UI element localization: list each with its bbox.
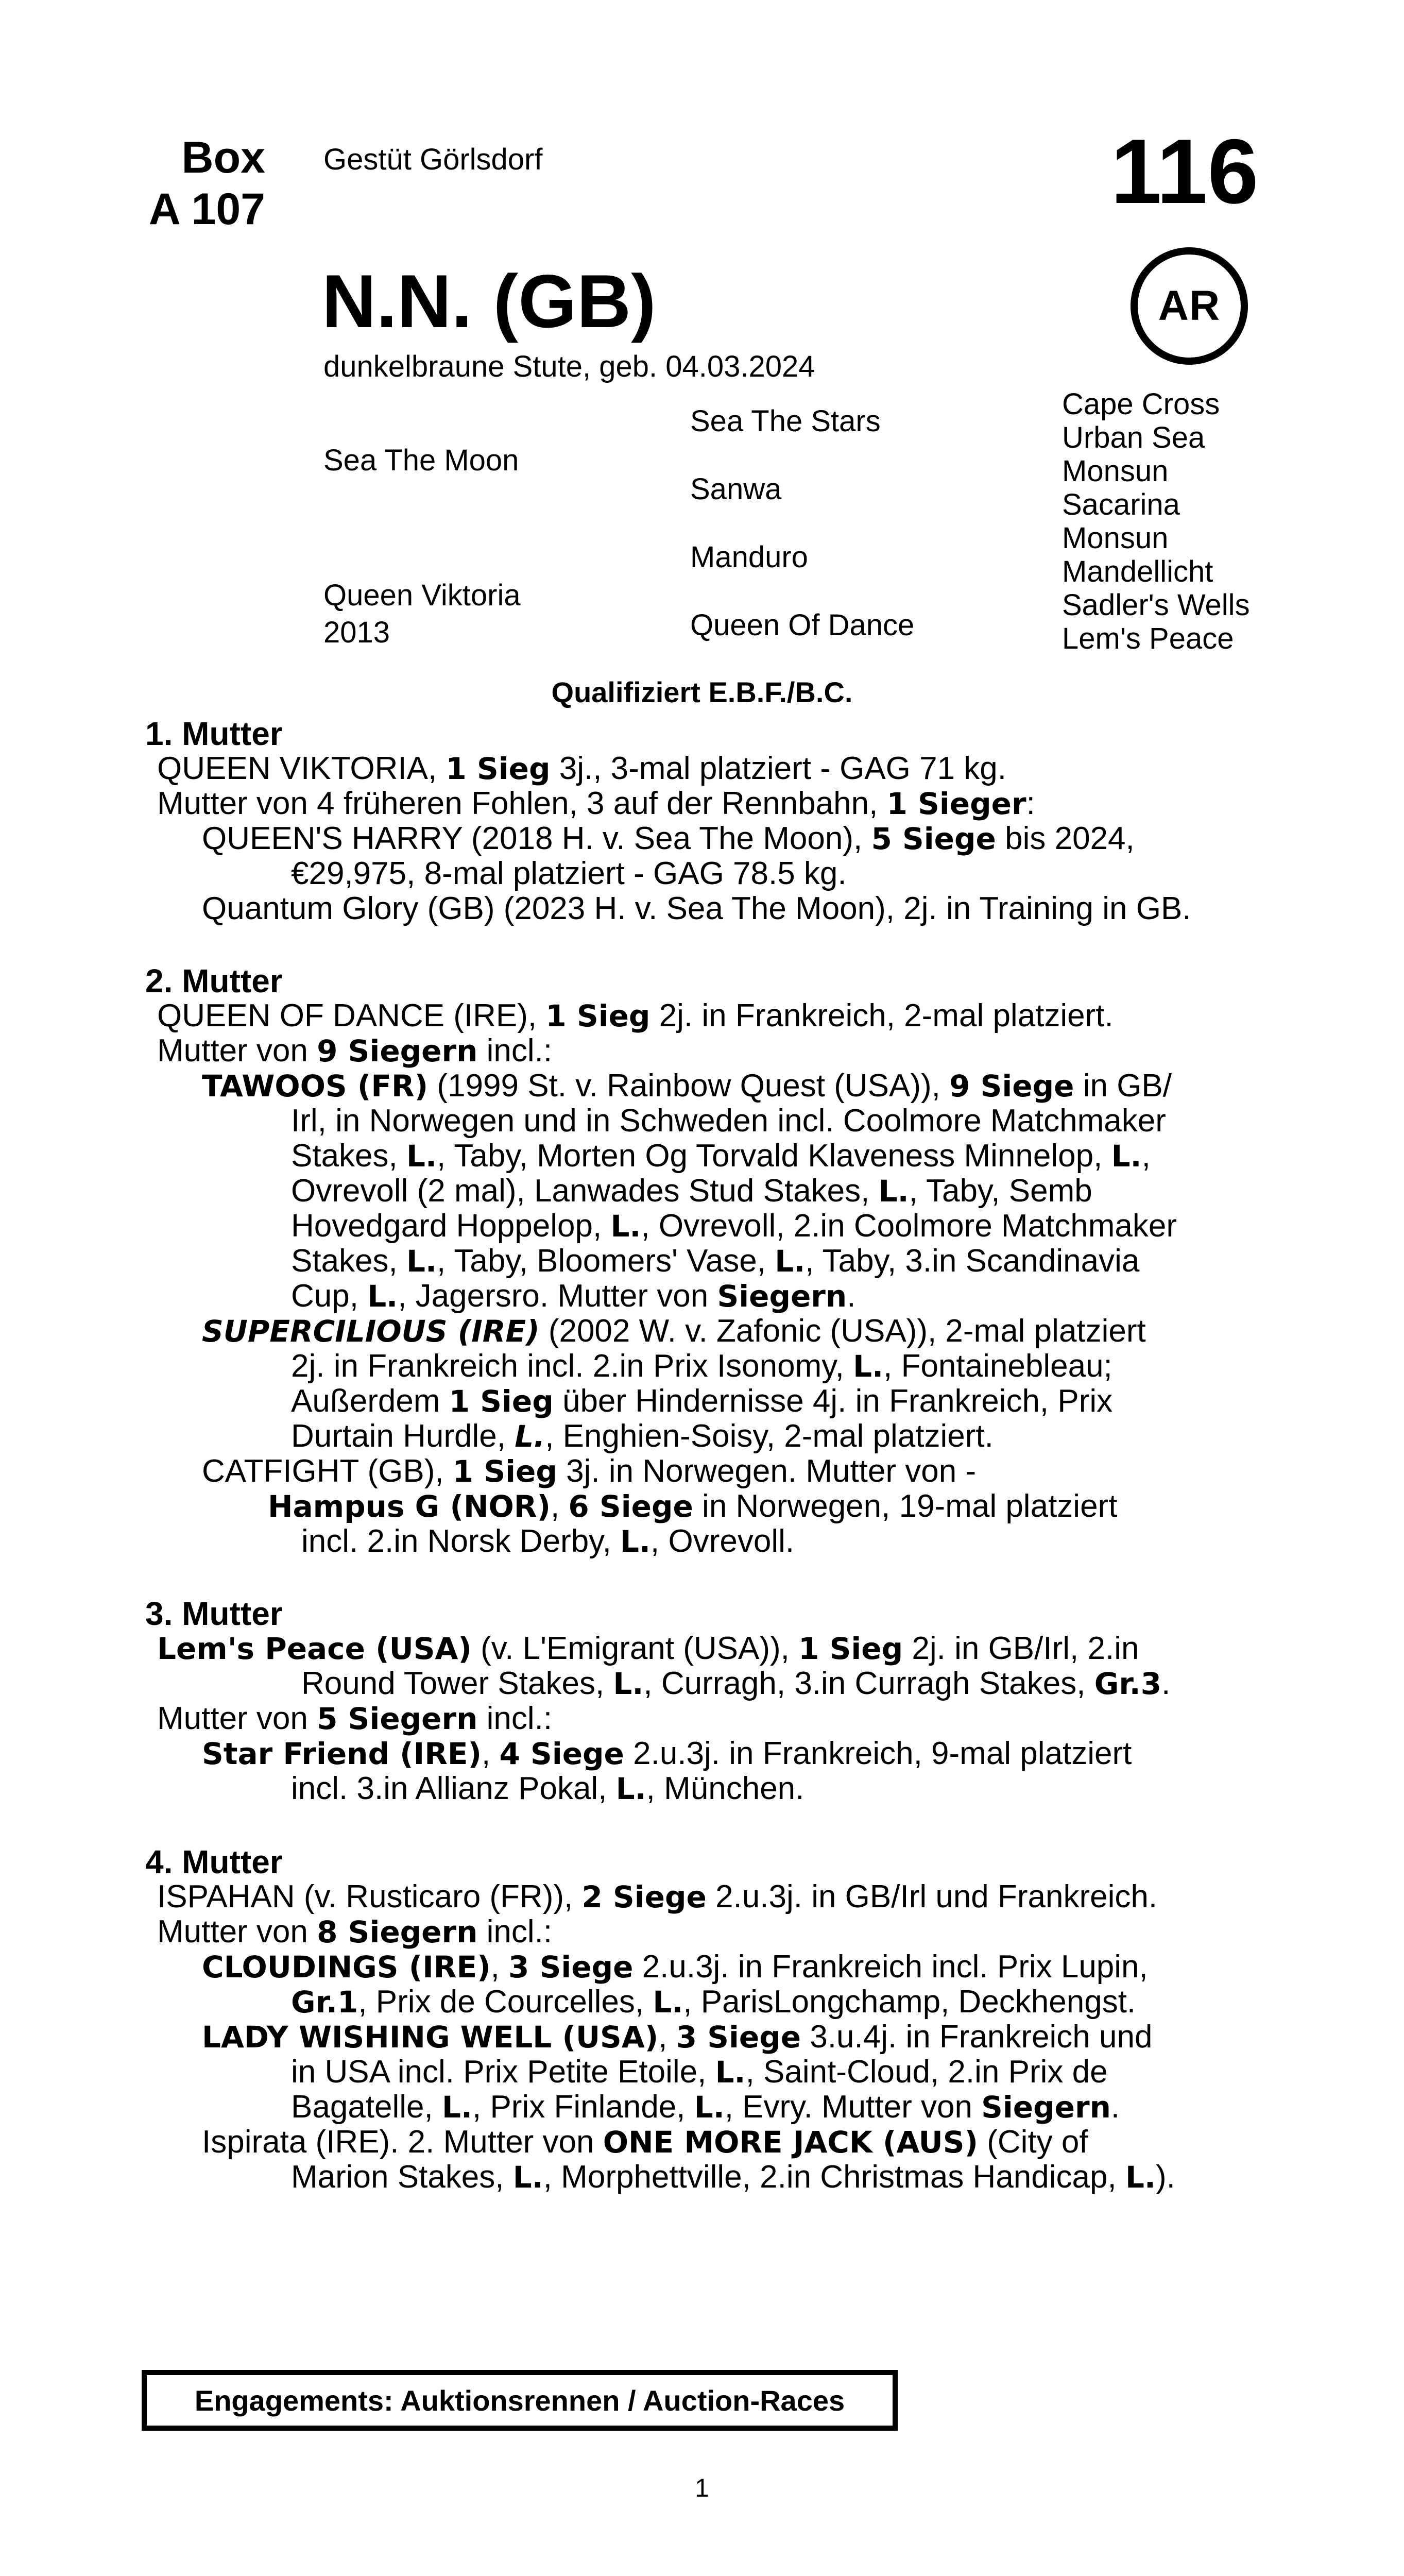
pedigree-sire-sire: Sea The Stars: [690, 404, 881, 438]
grandproduce-entry-continued: incl. 2.in Norsk Derby, L., Ovrevoll.: [301, 1523, 795, 1559]
badge-label: AR: [1158, 282, 1221, 329]
produce-entry: Star Friend (IRE), 4 Siege 2.u.3j. in Frankreich, 9-mal platziert: [202, 1736, 1132, 1771]
produce-entry-continued: Außerdem 1 Sieg über Hindernisse 4j. in Frankreich, Prix: [291, 1383, 1113, 1419]
section-heading: 2. Mutter: [145, 962, 283, 999]
produce-entry-continued: Ovrevoll (2 mal), Lanwades Stud Stakes, L., Taby, Semb: [291, 1173, 1092, 1209]
dam-produce-summary: Mutter von 5 Siegern incl.:: [157, 1701, 553, 1736]
pedigree-dam: Queen Viktoria: [323, 579, 521, 612]
produce-entry-continued: Stakes, L., Taby, Bloomers' Vase, L., Taby, 3.in Scandinavia: [291, 1243, 1140, 1279]
produce-entry: Quantum Glory (GB) (2023 H. v. Sea The Moon), 2j. in Training in GB.: [202, 891, 1191, 926]
pedigree-ggp-1: Cape Cross: [1062, 387, 1220, 421]
produce-entry: SUPERCILIOUS (IRE) (2002 W. v. Zafonic (USA)), 2-mal platziert: [202, 1313, 1146, 1349]
produce-entry-continued: 2j. in Frankreich incl. 2.in Prix Isonomy, L., Fontainebleau;: [291, 1348, 1112, 1384]
produce-entry: CATFIGHT (GB), 1 Sieg 3j. in Norwegen. Mutter von -: [202, 1453, 977, 1489]
dam-produce-summary: Mutter von 8 Siegern incl.:: [157, 1914, 553, 1950]
dam-record-continued: Round Tower Stakes, L., Curragh, 3.in Curragh Stakes, Gr.3.: [301, 1666, 1171, 1701]
dam-record: Lem's Peace (USA) (v. L'Emigrant (USA)), 1 Sieg 2j. in GB/Irl, 2.in: [157, 1631, 1139, 1666]
auction-race-badge-icon: [1131, 247, 1248, 365]
produce-entry-continued: incl. 3.in Allianz Pokal, L., München.: [291, 1771, 804, 1806]
produce-entry-continued: Irl, in Norwegen und in Schweden incl. Coolmore Matchmaker: [291, 1103, 1166, 1139]
horse-description: dunkelbraune Stute, geb. 04.03.2024: [323, 350, 815, 383]
grandproduce-entry: Hampus G (NOR), 6 Siege in Norwegen, 19-mal platziert: [268, 1488, 1118, 1524]
pedigree-ggp-5: Monsun: [1062, 521, 1169, 555]
page-number: 1: [695, 2473, 709, 2502]
pedigree-dam-dam: Queen Of Dance: [690, 608, 915, 642]
pedigree-ggp-7: Sadler's Wells: [1062, 588, 1250, 622]
dam-record: QUEEN OF DANCE (IRE), 1 Sieg 2j. in Frankreich, 2-mal platziert.: [157, 998, 1114, 1033]
box-number: A 107: [148, 184, 265, 234]
produce-entry-continued: Marion Stakes, L., Morphettville, 2.in Christmas Handicap, L.).: [291, 2159, 1175, 2195]
pedigree-sire-dam: Sanwa: [690, 472, 782, 506]
produce-entry: LADY WISHING WELL (USA), 3 Siege 3.u.4j. in Frankreich und: [202, 2019, 1153, 2055]
produce-entry-continued: Hovedgard Hoppelop, L., Ovrevoll, 2.in Coolmore Matchmaker: [291, 1208, 1177, 1244]
produce-entry: QUEEN'S HARRY (2018 H. v. Sea The Moon), 5 Siege bis 2024,: [202, 821, 1135, 856]
produce-entry-continued: Gr.1, Prix de Courcelles, L., ParisLongchamp, Deckhengst.: [291, 1984, 1136, 2020]
breeder-name: Gestüt Görlsdorf: [323, 143, 543, 176]
produce-entry-continued: Bagatelle, L., Prix Finlande, L., Evry. Mutter von Siegern.: [291, 2089, 1120, 2125]
produce-entry: CLOUDINGS (IRE), 3 Siege 2.u.3j. in Frankreich incl. Prix Lupin,: [202, 1949, 1148, 1985]
pedigree-sire: Sea The Moon: [323, 444, 519, 477]
pedigree-ggp-8: Lem's Peace: [1062, 622, 1234, 655]
pedigree-dam-year: 2013: [323, 616, 390, 649]
pedigree-ggp-6: Mandellicht: [1062, 555, 1213, 588]
produce-entry: TAWOOS (FR) (1999 St. v. Rainbow Quest (USA)), 9 Siege in GB/: [202, 1068, 1172, 1104]
qualification-note: [0, 676, 1404, 709]
pedigree-ggp-2: Urban Sea: [1062, 421, 1205, 454]
box-label: Box: [181, 133, 265, 182]
dam-record: QUEEN VIKTORIA, 1 Sieg 3j., 3-mal platziert - GAG 71 kg.: [157, 751, 1007, 786]
section-heading: 4. Mutter: [145, 1843, 283, 1880]
qualification-text: Qualifiziert E.B.F./B.C.: [551, 676, 853, 708]
produce-entry-continued: Durtain Hurdle, L., Enghien-Soisy, 2-mal platziert.: [291, 1418, 994, 1454]
produce-entry: Ispirata (IRE). 2. Mutter von ONE MORE JACK (AUS) (City of: [202, 2124, 1088, 2160]
dam-produce-summary: Mutter von 4 früheren Fohlen, 3 auf der Rennbahn, 1 Sieger:: [157, 786, 1035, 821]
pedigree-ggp-3: Monsun: [1062, 454, 1169, 488]
produce-entry-continued: €29,975, 8-mal platziert - GAG 78.5 kg.: [291, 856, 847, 891]
produce-entry-continued: in USA incl. Prix Petite Etoile, L., Saint-Cloud, 2.in Prix de: [291, 2054, 1108, 2090]
dam-produce-summary: Mutter von 9 Siegern incl.:: [157, 1033, 553, 1069]
section-heading: 3. Mutter: [145, 1595, 283, 1632]
section-heading: 1. Mutter: [145, 715, 283, 752]
produce-entry-continued: Cup, L., Jagersro. Mutter von Siegern.: [291, 1278, 856, 1314]
engagements-box: [142, 2370, 898, 2431]
horse-name: N.N. (GB): [322, 259, 656, 343]
lot-number: 116: [1110, 120, 1259, 223]
produce-entry-continued: Stakes, L., Taby, Morten Og Torvald Klaveness Minnelop, L.,: [291, 1138, 1151, 1174]
pedigree-dam-sire: Manduro: [690, 540, 808, 574]
dam-record: ISPAHAN (v. Rusticaro (FR)), 2 Siege 2.u.3j. in GB/Irl und Frankreich.: [157, 1879, 1158, 1914]
pedigree-ggp-4: Sacarina: [1062, 488, 1180, 521]
engagements-text: Engagements: Auktionsrennen / Auction-Races: [194, 2384, 845, 2417]
